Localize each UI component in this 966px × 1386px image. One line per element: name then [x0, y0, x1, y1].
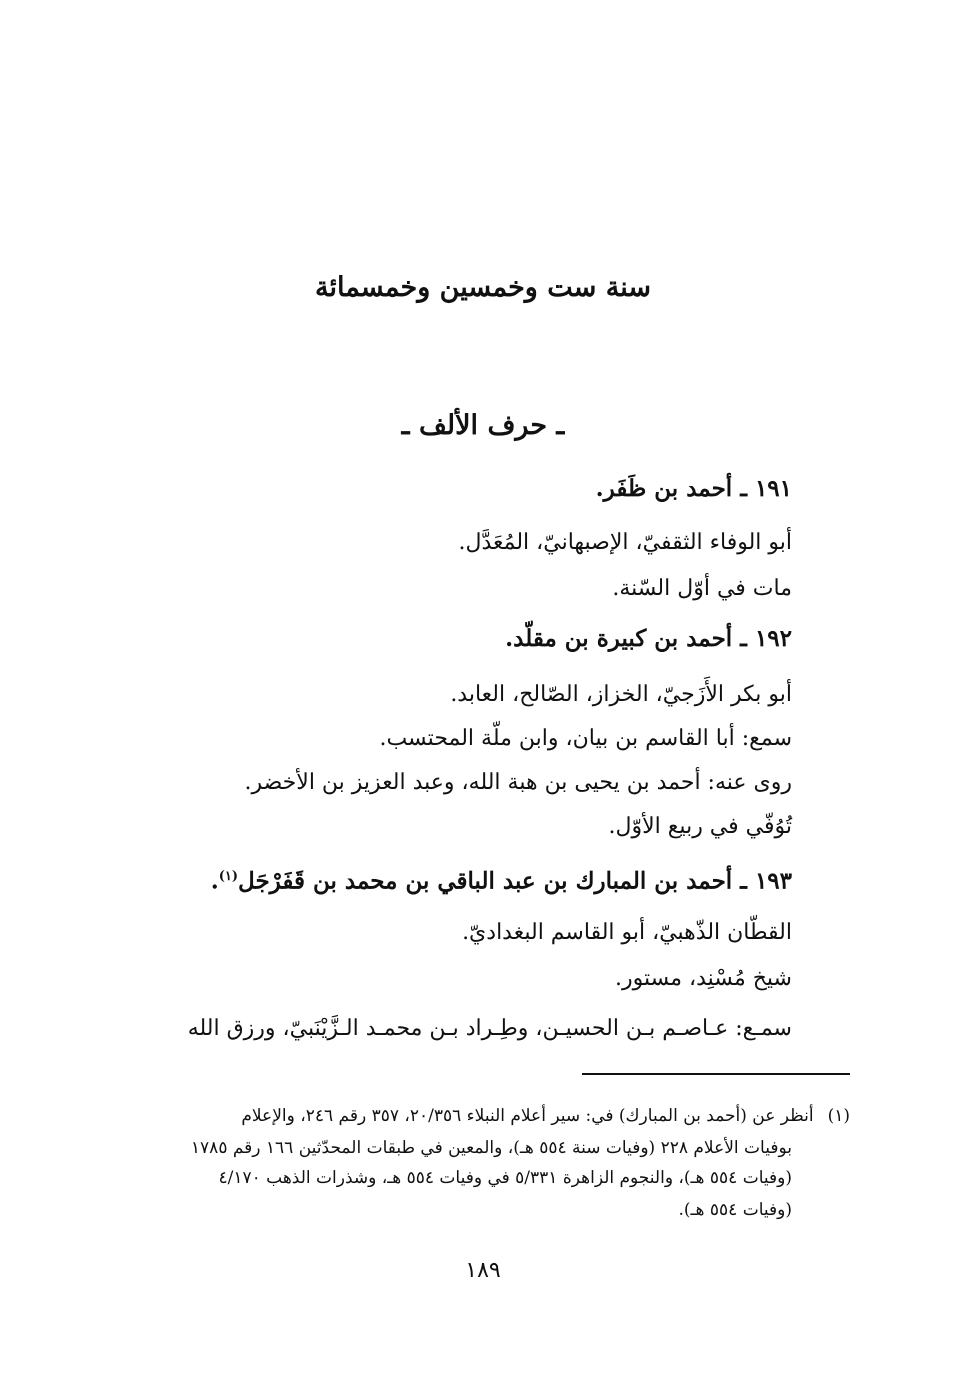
footnote-line: (وفيات ٥٥٤ هـ).: [678, 1200, 792, 1220]
footnote-line: (وفيات ٥٥٤ هـ)، والنجوم الزاهرة ٥/٣٣١ في وفيات ٥٥٤ هـ، وشذرات الذهب ٤/١٧٠: [218, 1168, 792, 1188]
entry-heading: ١٩١ ـ أحمد بن ظَفَر.: [595, 475, 792, 502]
footnote-text: أنظر عن (أحمد بن المبارك) في: سير أعلام النبلاء ٢٠/٣٥٦، ٣٥٧ رقم ٢٤٦، والإعلام: [241, 1106, 814, 1126]
footnote-line: بوفيات الأعلام ٢٢٨ (وفيات سنة ٥٥٤ هـ)، والمعين في طبقات المحدّثين ١٦٦ رقم ١٧٨٥: [190, 1138, 792, 1158]
year-title: سنة ست وخمسين وخمسمائة: [315, 272, 651, 303]
entry-heading-end: .: [210, 867, 219, 895]
page-number: ١٨٩: [465, 1258, 501, 1283]
entry-text-line: مات في أوّل السّنة.: [612, 576, 792, 601]
entry-text-line: شيخ مُسْنِد، مستور.: [615, 966, 792, 991]
footnote-separator: [582, 1073, 850, 1075]
entry-text-line: سمـع: عـاصـم بـن الحسيـن، وطِـراد بـن محمـد الـزَّيْنَبيّ، ورزق الله: [187, 1016, 792, 1041]
section-heading: ـ حرف الألف ـ: [401, 410, 565, 441]
entry-text-line: سمع: أبا القاسم بن بيان، وابن ملّة المحتسب.: [379, 726, 792, 751]
entry-text-line: أبو الوفاء الثقفيّ، الإصبهانيّ، المُعَدَّل.: [458, 530, 792, 555]
footnote-line: [241, 1104, 850, 1128]
entry-text-line: القطّان الذّهبيّ، أبو القاسم البغداديّ.: [462, 920, 792, 945]
entry-heading: ١٩٢ ـ أحمد بن كبيرة بن مقلّد.: [505, 625, 792, 652]
entry-text-line: روى عنه: أحمد بن يحيى بن هبة الله، وعبد العزيز بن الأخضر.: [244, 770, 792, 795]
footnote-number: (١): [827, 1106, 850, 1126]
entry-text-line: تُوُفّي في ربيع الأوّل.: [608, 814, 792, 839]
entry-heading: [211, 862, 792, 897]
entry-heading-text: ١٩٣ ـ أحمد بن المبارك بن عبد الباقي بن محمد بن قَفَرْجَل: [238, 867, 792, 895]
entry-text-line: أبو بكر الأَزَجيّ، الخزاز، الصّالح، العابد.: [450, 682, 792, 707]
footnote-marker: (١): [218, 869, 239, 884]
